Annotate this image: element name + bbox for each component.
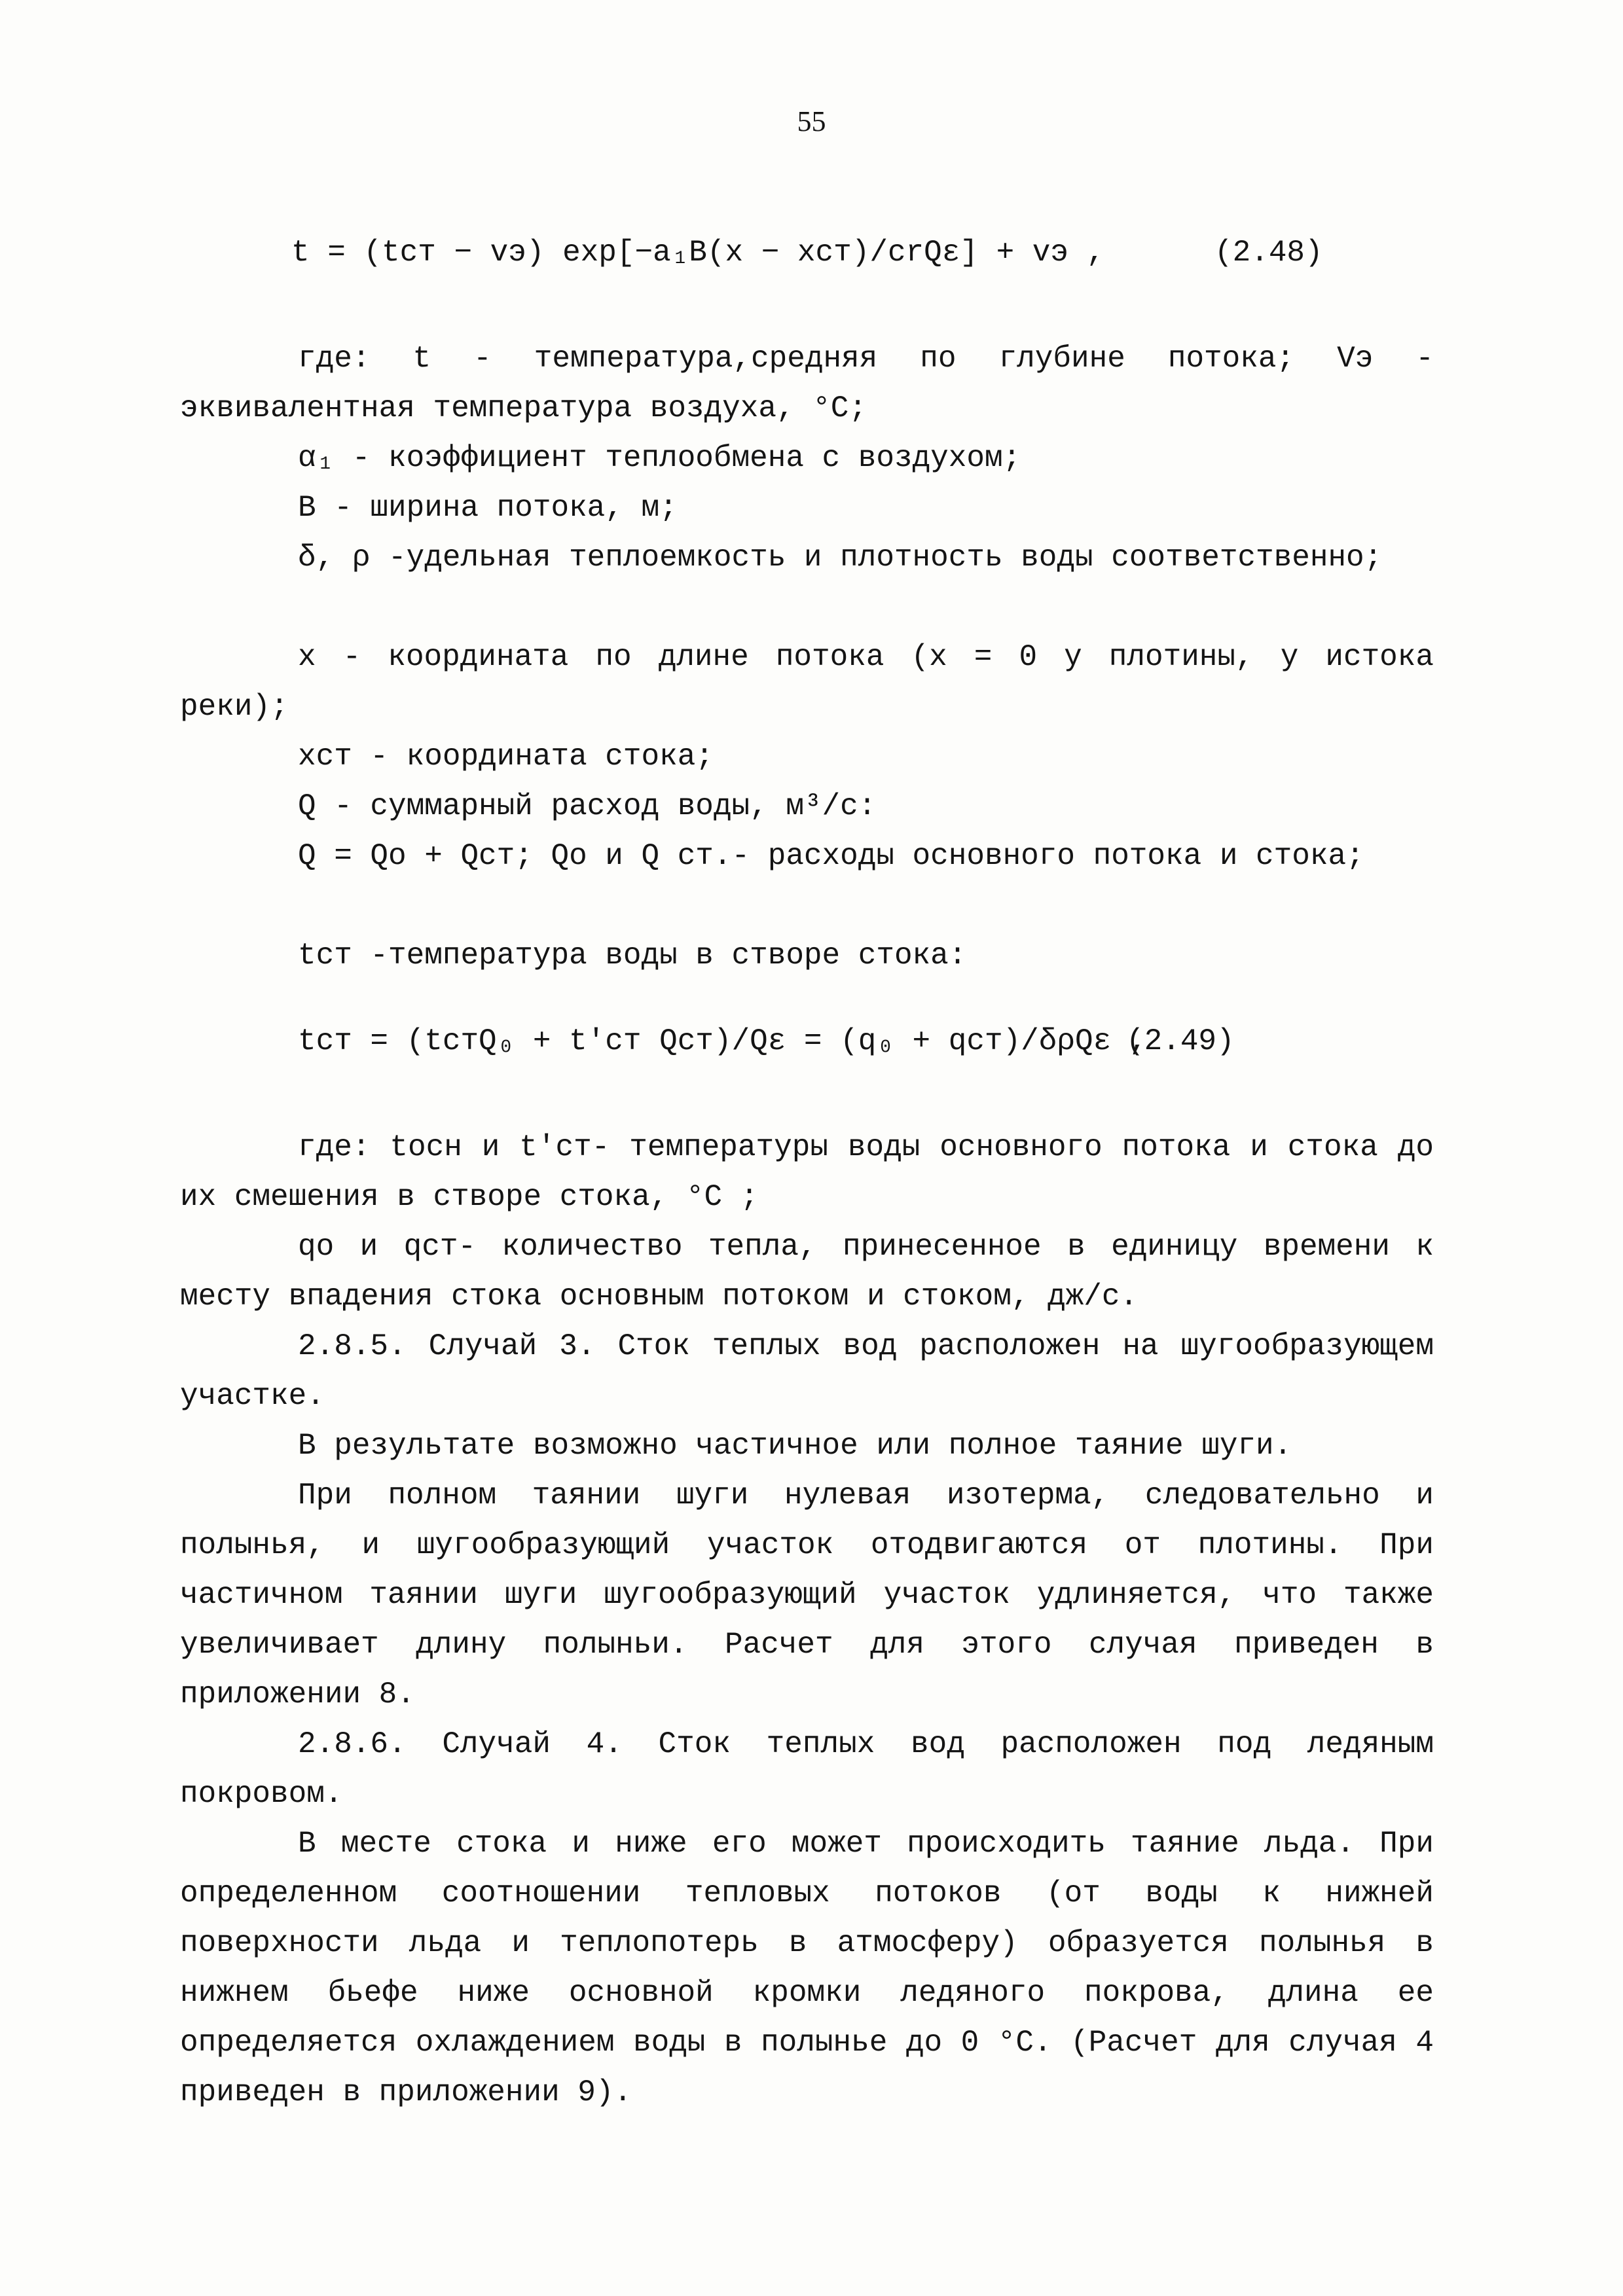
definition-qo-qst: qо и qст- количество тепла, принесенное в единицу времени к месту впадения стока основным потоком и стоком, дж/с. xyxy=(180,1230,1434,1314)
equation-number-2-48: (2.48) xyxy=(1214,236,1323,270)
definition-xst: xст - координата стока; xyxy=(298,740,714,774)
paragraph-result: В результате возможно частичное или полное таяние шуги. xyxy=(298,1429,1292,1463)
section-2-8-6: 2.8.6. Случай 4. Сток теплых вод расположен под ледяным покровом. xyxy=(180,1727,1434,1811)
definition-delta-rho: δ, ρ -удельная теплоемкость и плотность воды соответственно; xyxy=(298,541,1383,575)
equation-number-2-49: (2.49) xyxy=(1126,1024,1235,1058)
paragraph-ice-melt: В месте стока и ниже его может происходить таяние льда. При определенном соотношении тепловых потоков (от воды к нижней поверхности льда и теплопотерь в атмосферу) образуется полынья в нижнем бьефе ниже основной кромки ледяного покрова, длина ее определяется охлаждением воды в полынье до 0 °C. (Расчет для случая 4 приведен в приложении 9). xyxy=(180,1827,1434,2109)
paragraph-full-melt: При полном таянии шуги нулевая изотерма, следовательно и полынья, и шугообразующий участок отодвигаются от плотины. При частичном таянии шуги шугообразующий участок удлиняется, что также увеличивает длину полыньи. Расчет для этого случая приведен в приложении 8. xyxy=(180,1479,1434,1712)
definition-q: Q - суммарный расход воды, м³/с: xyxy=(298,789,877,823)
definition-b: B - ширина потока, м; xyxy=(298,491,678,525)
where-definition-tosn: где: tосн и t'ст- температуры воды основного потока и стока до их смешения в створе стока, °C ; xyxy=(180,1130,1434,1214)
definition-tst: tст -температура воды в створе стока: xyxy=(298,939,967,973)
section-2-8-5: 2.8.5. Случай 3. Сток теплых вод расположен на шугообразующем участке. xyxy=(180,1329,1434,1413)
equation-2-48: t = (tст − vэ) exp[−a₁B(x − xст)/crQε] + vэ , xyxy=(291,236,1105,270)
definition-x: x - координата по длине потока (x = 0 у плотины, у истока реки); xyxy=(180,640,1434,724)
where-definition-t: где: t - температура,средняя по глубине потока; Vэ - эквивалентная температура воздуха, °C; xyxy=(180,342,1434,425)
equation-2-49: tст = (tстQ₀ + t'ст Qст)/Qε = (q₀ + qст)/δρQε , xyxy=(298,1024,1148,1058)
definition-alpha: α₁ - коэффициент теплообмена с воздухом; xyxy=(298,441,1021,475)
definition-q-sum: Q = Qo + Qст; Qo и Q ст.- расходы основного потока и стока; xyxy=(298,839,1364,873)
page-number: 55 xyxy=(797,105,826,137)
